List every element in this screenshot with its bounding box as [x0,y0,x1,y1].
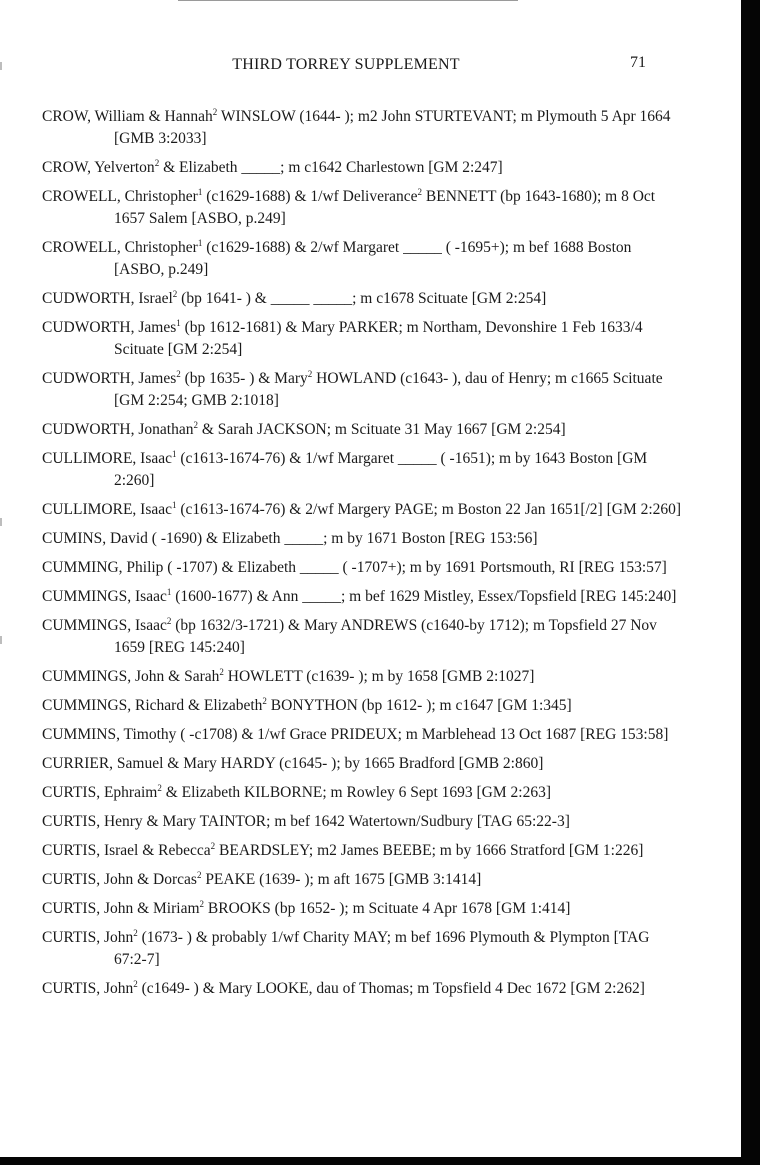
left-edge-mark [0,636,2,644]
genealogy-entry: CURRIER, Samuel & Mary HARDY (c1645- ); by 1665 Bradford [GMB 2:860] [42,755,544,772]
page-number: 71 [630,54,646,71]
genealogy-entry: CURTIS, John$^2$ (1673- ) & probably 1/wf Charity MAY; m bef 1696 Plymouth & Plympton [TAG 67:2-7] [42,928,650,968]
genealogy-entry: CUMMINGS, Isaac$^2$ (bp 1632/3-1721) & Mary ANDREWS (c1640-by 1712); m Topsfield 27 Nov 1659 [REG 145:240] [42,616,657,656]
genealogy-entry: CURTIS, Henry & Mary TAINTOR; m bef 1642 Watertown/Sudbury [TAG 65:22-3] [42,813,570,830]
running-header-title: THIRD TORREY SUPPLEMENT [232,56,460,73]
genealogy-entry: CUDWORTH, James$^2$ (bp 1635- ) & Mary$^2$ HOWLAND (c1643- ), dau of Henry; m c1665 Scituate [GM 2:254; GMB 2:1018] [42,369,663,409]
genealogy-entry: CUMMINS, Timothy ( -c1708) & 1/wf Grace PRIDEUX; m Marblehead 13 Oct 1687 [REG 153:58] [42,726,669,743]
genealogy-entry: CUMMINGS, Isaac$^1$ (1600-1677) & Ann _____; m bef 1629 Mistley, Essex/Topsfield [REG 145:240] [42,587,677,605]
scan-bottom-edge [0,1157,760,1165]
genealogy-entry: CUMINS, David ( -1690) & Elizabeth _____; m by 1671 Boston [REG 153:56] [42,530,538,547]
genealogy-entry: CUMMING, Philip ( -1707) & Elizabeth _____ ( -1707+); m by 1691 Portsmouth, RI [REG 153:57] [42,559,667,576]
scan-right-edge [741,0,760,1165]
genealogy-entry: CURTIS, Ephraim$^2$ & Elizabeth KILBORNE; m Rowley 6 Sept 1693 [GM 2:263] [42,783,551,801]
entry-list [42,106,682,1007]
genealogy-entry: CULLIMORE, Isaac$^1$ (c1613-1674-76) & 2/wf Margery PAGE; m Boston 22 Jan 1651[/2] [GM 2:260] [42,500,682,518]
genealogy-entry: CULLIMORE, Isaac$^1$ (c1613-1674-76) & 1/wf Margaret _____ ( -1651); m by 1643 Boston [GM 2:260] [42,449,648,489]
genealogy-entry: CURTIS, John & Miriam$^2$ BROOKS (bp 1652- ); m Scituate 4 Apr 1678 [GM 1:414] [42,899,571,917]
genealogy-entry: CUDWORTH, Jonathan$^2$ & Sarah JACKSON; m Scituate 31 May 1667 [GM 2:254] [42,420,566,438]
genealogy-entry: CROWELL, Christopher$^1$ (c1629-1688) & 2/wf Margaret _____ ( -1695+); m bef 1688 Boston [ASBO, p.249] [42,238,632,278]
left-edge-mark [0,62,2,70]
left-edge-mark [0,518,2,526]
genealogy-entry: CUMMINGS, Richard & Elizabeth$^2$ BONYTHON (bp 1612- ); m c1647 [GM 1:345] [42,696,572,714]
genealogy-entry: CUDWORTH, Israel$^2$ (bp 1641- ) & _____ _____; m c1678 Scituate [GM 2:254] [42,289,547,307]
genealogy-entry: CROWELL, Christopher$^1$ (c1629-1688) & 1/wf Deliverance$^2$ BENNETT (bp 1643-1680); m 8 Oct 1657 Salem [ASBO, p.249] [42,187,656,227]
genealogy-entry: CURTIS, Israel & Rebecca$^2$ BEARDSLEY; m2 James BEEBE; m by 1666 Stratford [GM 1:226] [42,841,644,859]
genealogy-entry: CURTIS, John$^2$ (c1649- ) & Mary LOOKE, dau of Thomas; m Topsfield 4 Dec 1672 [GM 2:262] [42,979,645,997]
genealogy-entry: CROW, William & Hannah$^2$ WINSLOW (1644- ); m2 John STURTEVANT; m Plymouth 5 Apr 1664 [GMB 3:2033] [42,107,671,147]
top-edge-line [178,0,518,1]
genealogy-entry: CUMMINGS, John & Sarah$^2$ HOWLETT (c1639- ); m by 1658 [GMB 2:1027] [42,667,535,685]
genealogy-entry: CURTIS, John & Dorcas$^2$ PEAKE (1639- ); m aft 1675 [GMB 3:1414] [42,870,482,888]
genealogy-entry: CROW, Yelverton$^2$ & Elizabeth _____; m c1642 Charlestown [GM 2:247] [42,158,503,176]
genealogy-entry: CUDWORTH, James$^1$ (bp 1612-1681) & Mary PARKER; m Northam, Devonshire 1 Feb 1633/4 Scituate [GM 2:254] [42,318,643,358]
